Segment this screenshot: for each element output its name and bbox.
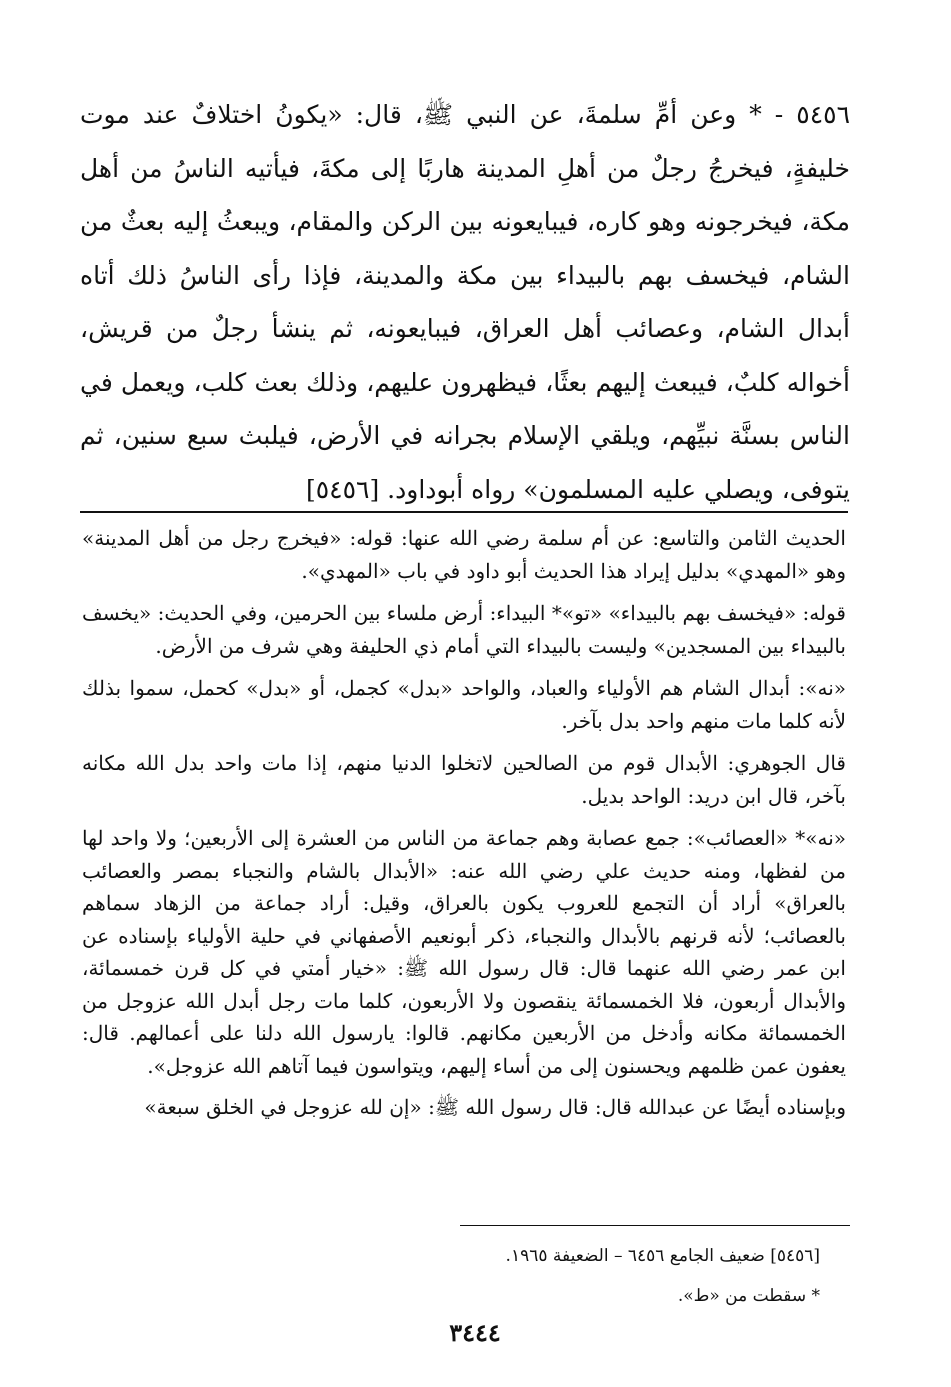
commentary-paragraph: الحديث الثامن والتاسع: عن أم سلمة رضي الله عنها: قوله: «فيخرج رجل من أهل المدينة» وهو «المهدي» بدليل إيراد هذا الحديث أبو داود في باب «المهدي».	[82, 526, 846, 583]
footnotes-block	[420, 1236, 820, 1316]
footnote-source: [٥٤٥٦] ضعيف الجامع ٦٤٥٦ – الضعيفة ١٩٦٥.	[505, 1246, 820, 1266]
commentary-paragraph: وبإسناده أيضًا عن عبدالله قال: قال رسول الله ﷺ: «إن لله عزوجل في الخلق سبعة»	[144, 1095, 846, 1119]
commentary-paragraph: قال الجوهري: الأبدال قوم من الصالحين لاتخلوا الدنيا منهم، إذا مات واحد بدل الله مكانه بآخر، قال ابن دريد: الواحد بديل.	[82, 751, 846, 808]
commentary-paragraph: «نه»: أبدال الشام هم الأولياء والعباد، والواحد «بدل» كجمل، أو «بدل» كحمل، سموا بذلك لأنه كلما مات منهم واحد بدل بآخر.	[82, 676, 846, 733]
page-number: ٣٤٤٤	[449, 1318, 501, 1347]
hadith-text-block	[80, 88, 850, 516]
section-divider	[80, 511, 848, 513]
commentary-paragraph: «نه»* «العصائب»: جمع عصابة وهم جماعة من الناس من العشرة إلى الأربعين؛ ولا واحد لها من لفظها، ومنه حديث علي رضي الله عنه: «الأبدال بالشام والنجباء بمصر والعصائب بالعراق» أراد أن التجمع للعروب يكون بالعراق، وقيل: أراد جماعة من الزهاد سماهم بالعصائب؛ لأنه قرنهم بالأبدال والنجباء، ذكر أبونعيم الأصفهاني في حلية الأولياء بإسناده عن ابن عمر رضي الله عنهما قال: قال رسول الله ﷺ: «خيار أمتي في كل قرن خمسمائة، والأبدال أربعون، فلا الخمسمائة ينقصون ولا الأربعون، كلما مات رجل أبدل الله عزوجل من الخمسمائة مكانه وأدخل من الأربعين مكانهم. قالوا: يارسول الله دلنا على أعمالهم. قال: يعفون عمن ظلمهم ويحسنون إلى من أساء إليهم، ويتواسون فيما آتاهم الله عزوجل».	[82, 826, 846, 1078]
hadith-5456-text: ٥٤٥٦ - * وعن أمِّ سلمةَ، عن النبي ﷺ، قال: «يكونُ اختلافٌ عند موت خليفةٍ، فيخرجُ رجلٌ من أهلِ المدينة هاربًا إلى مكةَ، فيأتيه الناسُ من أهل مكة، فيخرجونه وهو كاره، فيبايعونه بين الركن والمقام، ويبعثُ إليه بعثٌ من الشام، فيخسف بهم بالبيداء بين مكة والمدينة، فإذا رأى الناسُ ذلك أتاه أبدال الشام، وعصائب أهل العراق، فيبايعونه، ثم ينشأ رجلٌ من قريش، أخواله كلبٌ، فيبعث إليهم بعثًا، فيظهرون عليهم، وذلك بعث كلب، ويعمل في الناس بسنَّة نبيِّهم، ويلقي الإسلام بجرانه في الأرض، فيلبث سبع سنين، ثم يتوفى، ويصلي عليه المسلمون» رواه أبوداود. [٥٤٥٦]	[80, 100, 850, 504]
commentary-paragraph: قوله: «فيخسف بهم بالبيداء» «تو»* البيداء: أرض ملساء بين الحرمين، وفي الحديث: «يخسف بالبيداء بين المسجدين» وليست بالبيداء التي أمام ذي الحليفة وهي شرف من الأرض.	[82, 601, 846, 658]
commentary-block	[82, 522, 846, 1134]
footnote-divider	[460, 1225, 850, 1226]
footnote-note: * سقطت من «ط».	[677, 1286, 820, 1306]
